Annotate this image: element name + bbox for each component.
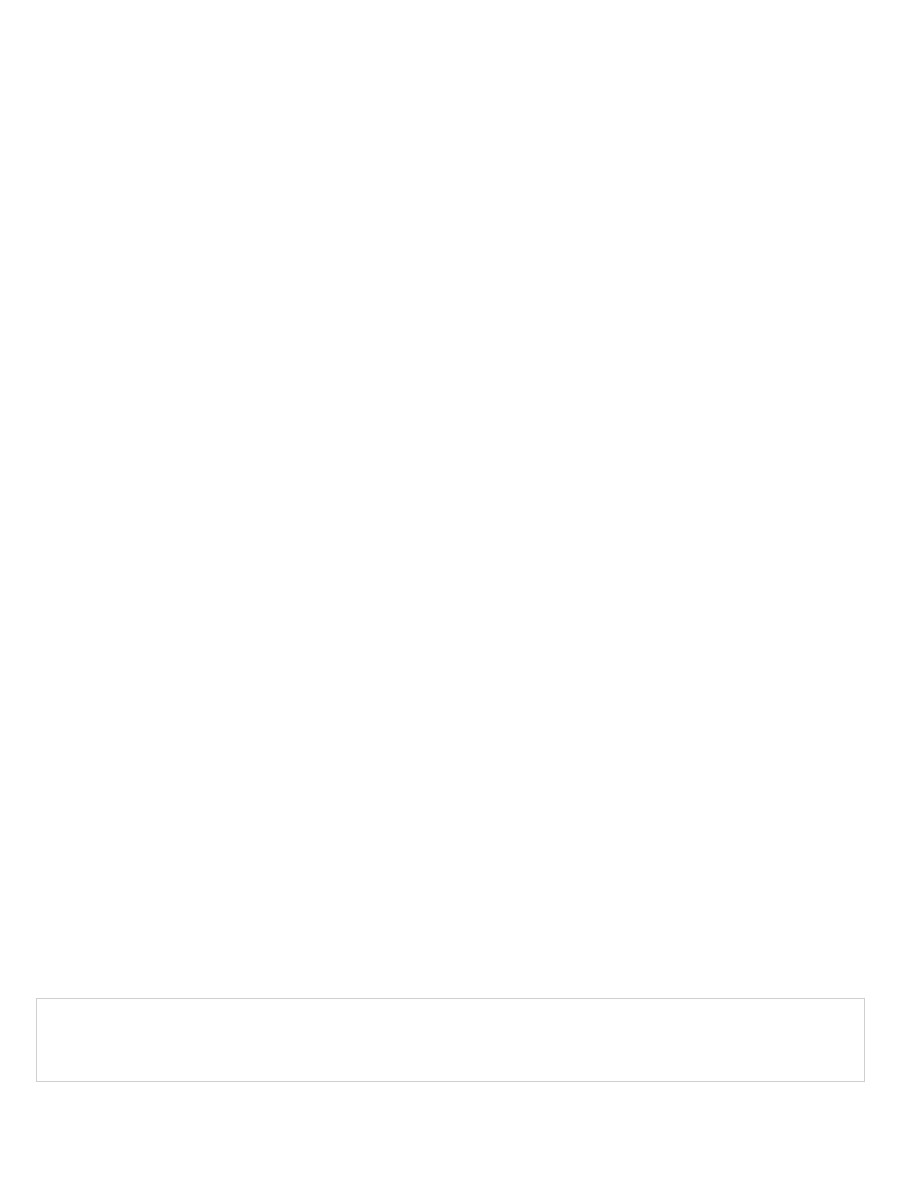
diagram-canvas: [0, 540, 900, 980]
legend-canvas: [37, 999, 863, 1080]
legend: [36, 998, 865, 1082]
nerve-regeneration-diagram: [0, 540, 900, 980]
